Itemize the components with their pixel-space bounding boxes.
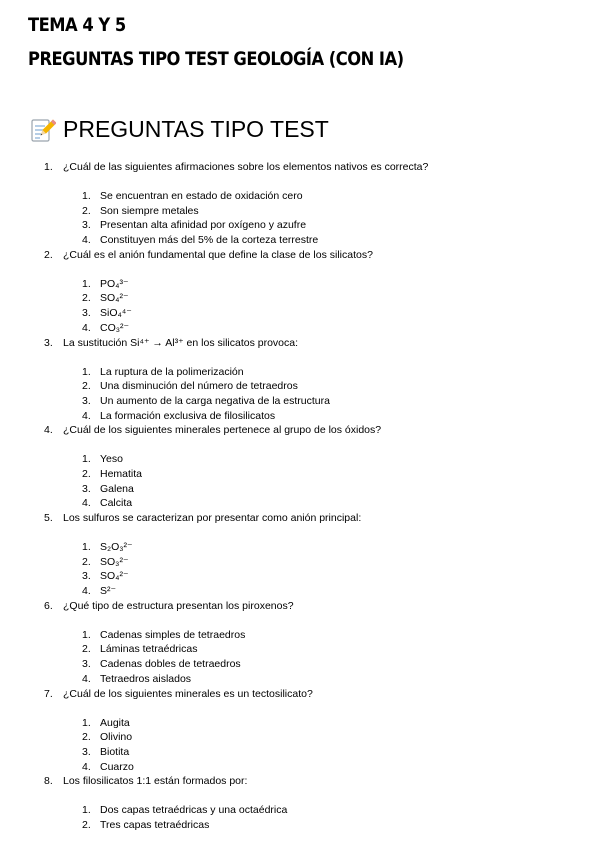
option-number: 3. bbox=[82, 394, 91, 407]
option-text: Augita bbox=[100, 716, 130, 729]
question-number: 3. bbox=[44, 336, 53, 349]
question-line bbox=[0, 336, 600, 351]
answer-option bbox=[0, 365, 600, 380]
question-line bbox=[0, 687, 600, 702]
answer-option bbox=[0, 233, 600, 248]
question-number: 8. bbox=[44, 775, 53, 788]
option-number: 3. bbox=[82, 658, 91, 671]
question-text: ¿Cuál de los siguientes minerales es un tectosilicato? bbox=[63, 687, 313, 700]
answer-option bbox=[0, 452, 600, 467]
question-text: Los sulfuros se caracterizan por presentar como anión principal: bbox=[63, 512, 362, 524]
answer-options bbox=[0, 189, 600, 248]
option-text: Calcita bbox=[100, 497, 133, 510]
option-text: S₂O₃²⁻ bbox=[100, 541, 133, 553]
question-text: La sustitución Si⁴⁺ → Al³⁺ en los silicatos provoca: bbox=[63, 336, 299, 349]
answer-options bbox=[0, 452, 600, 511]
option-text: Olivino bbox=[100, 731, 133, 744]
answer-option bbox=[0, 555, 600, 570]
answer-option bbox=[0, 189, 600, 204]
option-number: 2. bbox=[82, 380, 91, 393]
answer-option bbox=[0, 540, 600, 555]
question-text: ¿Cuál de los siguientes minerales pertenece al grupo de los óxidos? bbox=[63, 424, 382, 437]
question-number: 5. bbox=[44, 512, 53, 524]
question-text: ¿Qué tipo de estructura presentan los piroxenos? bbox=[63, 599, 294, 612]
answer-option bbox=[0, 409, 600, 424]
question-text: ¿Cuál es el anión fundamental que define la clase de los silicatos? bbox=[63, 248, 373, 261]
option-text: Hematita bbox=[100, 467, 143, 480]
section-heading bbox=[30, 116, 329, 143]
option-text: Cuarzo bbox=[100, 760, 134, 773]
answer-option bbox=[0, 291, 600, 306]
option-text: Un aumento de la carga negativa de la estructura bbox=[100, 394, 330, 407]
question-item bbox=[0, 248, 600, 336]
answer-option bbox=[0, 584, 600, 599]
option-number: 4. bbox=[82, 409, 91, 422]
option-number: 4. bbox=[82, 321, 91, 334]
option-text: S²⁻ bbox=[100, 585, 117, 598]
answer-option bbox=[0, 716, 600, 731]
option-text: Láminas tetraédricas bbox=[100, 643, 198, 656]
question-item bbox=[0, 774, 600, 832]
answer-option bbox=[0, 277, 600, 292]
answer-option bbox=[0, 569, 600, 584]
option-number: 2. bbox=[82, 555, 91, 568]
option-number: 2. bbox=[82, 731, 91, 744]
option-text: Presentan alta afinidad por oxígeno y azufre bbox=[100, 219, 307, 232]
answer-option bbox=[0, 394, 600, 409]
option-text: Tetraedros aislados bbox=[100, 672, 192, 685]
option-text: SO₄²⁻ bbox=[100, 292, 129, 305]
question-line bbox=[0, 774, 600, 789]
option-number: 1. bbox=[82, 628, 91, 641]
option-number: 4. bbox=[82, 760, 91, 773]
option-number: 2. bbox=[82, 643, 91, 656]
option-number: 1. bbox=[82, 190, 91, 202]
answer-options bbox=[0, 716, 600, 775]
question-number: 2. bbox=[44, 248, 53, 261]
answer-option bbox=[0, 803, 600, 818]
option-text: Una disminución del número de tetraedros bbox=[100, 380, 298, 393]
answer-option bbox=[0, 672, 600, 687]
answer-option bbox=[0, 745, 600, 760]
question-number: 4. bbox=[44, 424, 53, 437]
answer-options bbox=[0, 628, 600, 687]
question-number: 1. bbox=[44, 161, 53, 173]
question-line bbox=[0, 599, 600, 614]
option-text: Cadenas simples de tetraedros bbox=[100, 628, 246, 641]
document-title-line-1: TEMA 4 Y 5 bbox=[28, 14, 126, 36]
answer-option bbox=[0, 642, 600, 657]
option-text: SiO₄⁴⁻ bbox=[100, 307, 132, 320]
option-number: 3. bbox=[82, 570, 91, 583]
option-text: SO₄²⁻ bbox=[100, 570, 129, 583]
question-item bbox=[0, 423, 600, 511]
option-text: Dos capas tetraédricas y una octaédrica bbox=[100, 804, 288, 817]
question-line bbox=[0, 511, 600, 526]
answer-option bbox=[0, 628, 600, 643]
answer-options bbox=[0, 803, 600, 832]
question-text: ¿Cuál de las siguientes afirmaciones sobre los elementos nativos es correcta? bbox=[63, 161, 429, 173]
question-list bbox=[0, 160, 600, 833]
option-number: 4. bbox=[82, 234, 91, 247]
question-number: 7. bbox=[44, 687, 53, 700]
option-number: 2. bbox=[82, 292, 91, 305]
answer-option bbox=[0, 306, 600, 321]
option-text: Se encuentran en estado de oxidación cero bbox=[100, 190, 303, 202]
option-text: Cadenas dobles de tetraedros bbox=[100, 658, 241, 671]
option-text: SO₃²⁻ bbox=[100, 555, 129, 568]
option-number: 3. bbox=[82, 482, 91, 495]
question-line bbox=[0, 160, 600, 175]
option-number: 2. bbox=[82, 204, 91, 217]
answer-option bbox=[0, 818, 600, 833]
option-number: 2. bbox=[82, 818, 91, 831]
option-number: 3. bbox=[82, 307, 91, 320]
option-number: 1. bbox=[82, 541, 91, 553]
option-text: Biotita bbox=[100, 745, 130, 758]
question-item bbox=[0, 599, 600, 687]
option-number: 1. bbox=[82, 365, 91, 378]
memo-pencil-icon bbox=[30, 117, 56, 143]
answer-option bbox=[0, 204, 600, 219]
answer-option bbox=[0, 482, 600, 497]
answer-option bbox=[0, 379, 600, 394]
question-item bbox=[0, 160, 600, 248]
document-title-line-2: PREGUNTAS TIPO TEST GEOLOGÍA (CON IA) bbox=[28, 48, 404, 70]
option-number: 1. bbox=[82, 804, 91, 817]
option-text: Tres capas tetraédricas bbox=[100, 818, 210, 831]
option-number: 4. bbox=[82, 585, 91, 598]
question-line bbox=[0, 423, 600, 438]
option-number: 1. bbox=[82, 277, 91, 290]
answer-option bbox=[0, 321, 600, 336]
answer-option bbox=[0, 496, 600, 511]
question-item bbox=[0, 336, 600, 424]
option-number: 2. bbox=[82, 467, 91, 480]
question-item bbox=[0, 511, 600, 599]
answer-option bbox=[0, 467, 600, 482]
answer-options bbox=[0, 365, 600, 424]
option-text: La ruptura de la polimerización bbox=[100, 365, 244, 378]
option-text: Constituyen más del 5% de la corteza terrestre bbox=[100, 234, 319, 247]
option-number: 4. bbox=[82, 672, 91, 685]
option-text: Galena bbox=[100, 482, 134, 495]
option-number: 1. bbox=[82, 716, 91, 729]
option-text: Son siempre metales bbox=[100, 204, 199, 217]
answer-option bbox=[0, 730, 600, 745]
option-text: Yeso bbox=[100, 453, 123, 466]
option-number: 3. bbox=[82, 745, 91, 758]
question-number: 6. bbox=[44, 599, 53, 612]
answer-option bbox=[0, 218, 600, 233]
answer-option bbox=[0, 760, 600, 775]
option-number: 4. bbox=[82, 497, 91, 510]
answer-option bbox=[0, 657, 600, 672]
question-line bbox=[0, 248, 600, 263]
option-text: PO₄³⁻ bbox=[100, 277, 129, 290]
option-text: CO₃²⁻ bbox=[100, 321, 130, 334]
answer-options bbox=[0, 277, 600, 336]
option-text: La formación exclusiva de filosilicatos bbox=[100, 409, 276, 422]
answer-options bbox=[0, 540, 600, 599]
question-text: Los filosilicatos 1:1 están formados por: bbox=[63, 775, 248, 788]
question-item bbox=[0, 687, 600, 775]
option-number: 3. bbox=[82, 219, 91, 232]
section-title: PREGUNTAS TIPO TEST bbox=[63, 116, 329, 142]
option-number: 1. bbox=[82, 453, 91, 466]
